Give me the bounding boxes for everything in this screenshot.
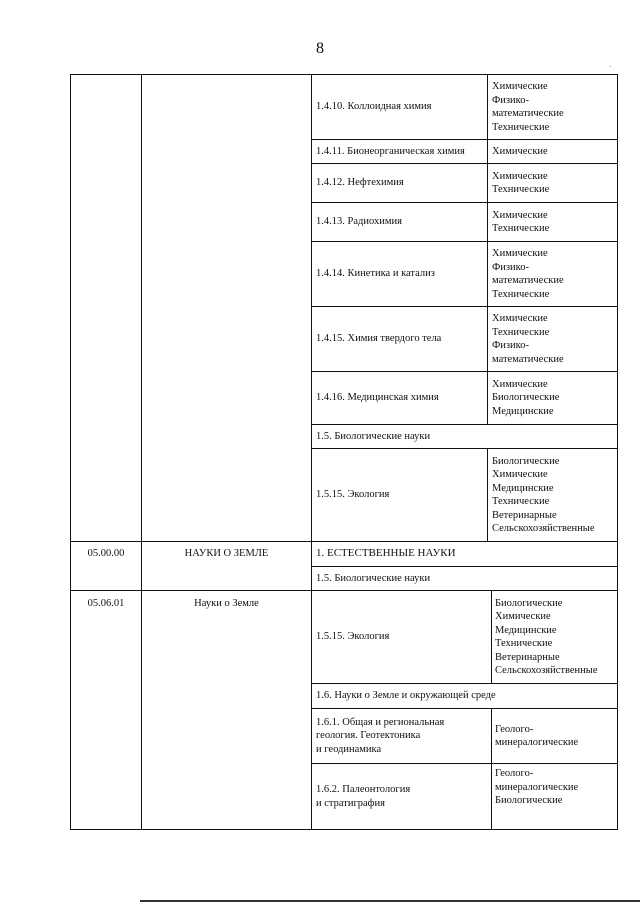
table-border-left (70, 74, 71, 829)
science-branches-cell: Биологические Химические Медицинские Технические Ветеринарные Сельскохозяйственные (495, 597, 598, 676)
scan-speck (610, 66, 611, 67)
col-divider-3c (491, 590, 492, 683)
code-cell: 05.06.01 (87, 598, 125, 609)
science-branches-cell: Химические Технические Физико- математические (492, 313, 564, 365)
specialty-cell: 1.4.15. Химия твердого тела (316, 333, 442, 345)
science-branches-cell: Биологические Химические Медицинские Технические Ветеринарные Сельскохозяйственные (492, 455, 595, 534)
science-branches-cell: Химические Физико- математические Технические (492, 81, 564, 133)
field-cell: НАУКИ О ЗЕМЛЕ (184, 548, 269, 560)
scan-edge-line (140, 900, 640, 902)
specialty-cell: 1.4.10. Коллоидная химия (316, 101, 432, 113)
col-divider-2 (311, 74, 312, 829)
field-cell: Науки о Земле (194, 598, 259, 609)
science-branches-cell: Химические Технические (492, 209, 550, 234)
specialty-cell: 1.5.15. Экология (316, 631, 390, 643)
section-heading-cell: 1.6. Науки о Земле и окружающей среде (316, 690, 496, 702)
science-branches-cell: Химические Биологические Медицинские (492, 378, 560, 417)
col-divider-3b (487, 448, 488, 541)
specialty-cell: 1.4.13. Радиохимия (316, 216, 402, 228)
science-branches-cell: Химические Технические (492, 170, 550, 195)
section-heading-cell: 1.5. Биологические науки (316, 572, 431, 584)
specialty-cell: 1.4.14. Кинетика и катализ (316, 268, 435, 280)
section-heading-cell: 1.5. Биологические науки (316, 430, 431, 442)
row-rule (70, 829, 618, 830)
section-heading-cell: 1. ЕСТЕСТВЕННЫЕ НАУКИ (316, 547, 456, 560)
specialty-cell: 1.4.16. Медицинская химия (316, 392, 439, 404)
table-border-right (617, 74, 618, 829)
page-number: 8 (316, 40, 324, 57)
code-cell: 05.00.00 (87, 548, 125, 560)
science-branches-cell: Геолого- минералогические Биологические (495, 768, 579, 806)
specialty-cell: 1.4.11. Бионеорганическая химия (316, 145, 465, 157)
specialty-cell: 1.6.1. Общая и региональная геология. Геотектоника и геодинамика (316, 716, 445, 755)
specialty-cell: 1.5.15. Экология (316, 489, 390, 501)
science-branches-cell: Химические (492, 145, 548, 157)
specialty-cell: 1.6.2. Палеонтология и стратиграфия (316, 784, 411, 809)
col-divider-1 (141, 74, 142, 829)
specialty-cell: 1.4.12. Нефтехимия (316, 177, 404, 189)
science-branches-cell: Химические Физико- математические Технические (492, 248, 564, 300)
col-divider-3d (491, 708, 492, 829)
science-branches-cell: Геолого- минералогические (495, 723, 579, 748)
